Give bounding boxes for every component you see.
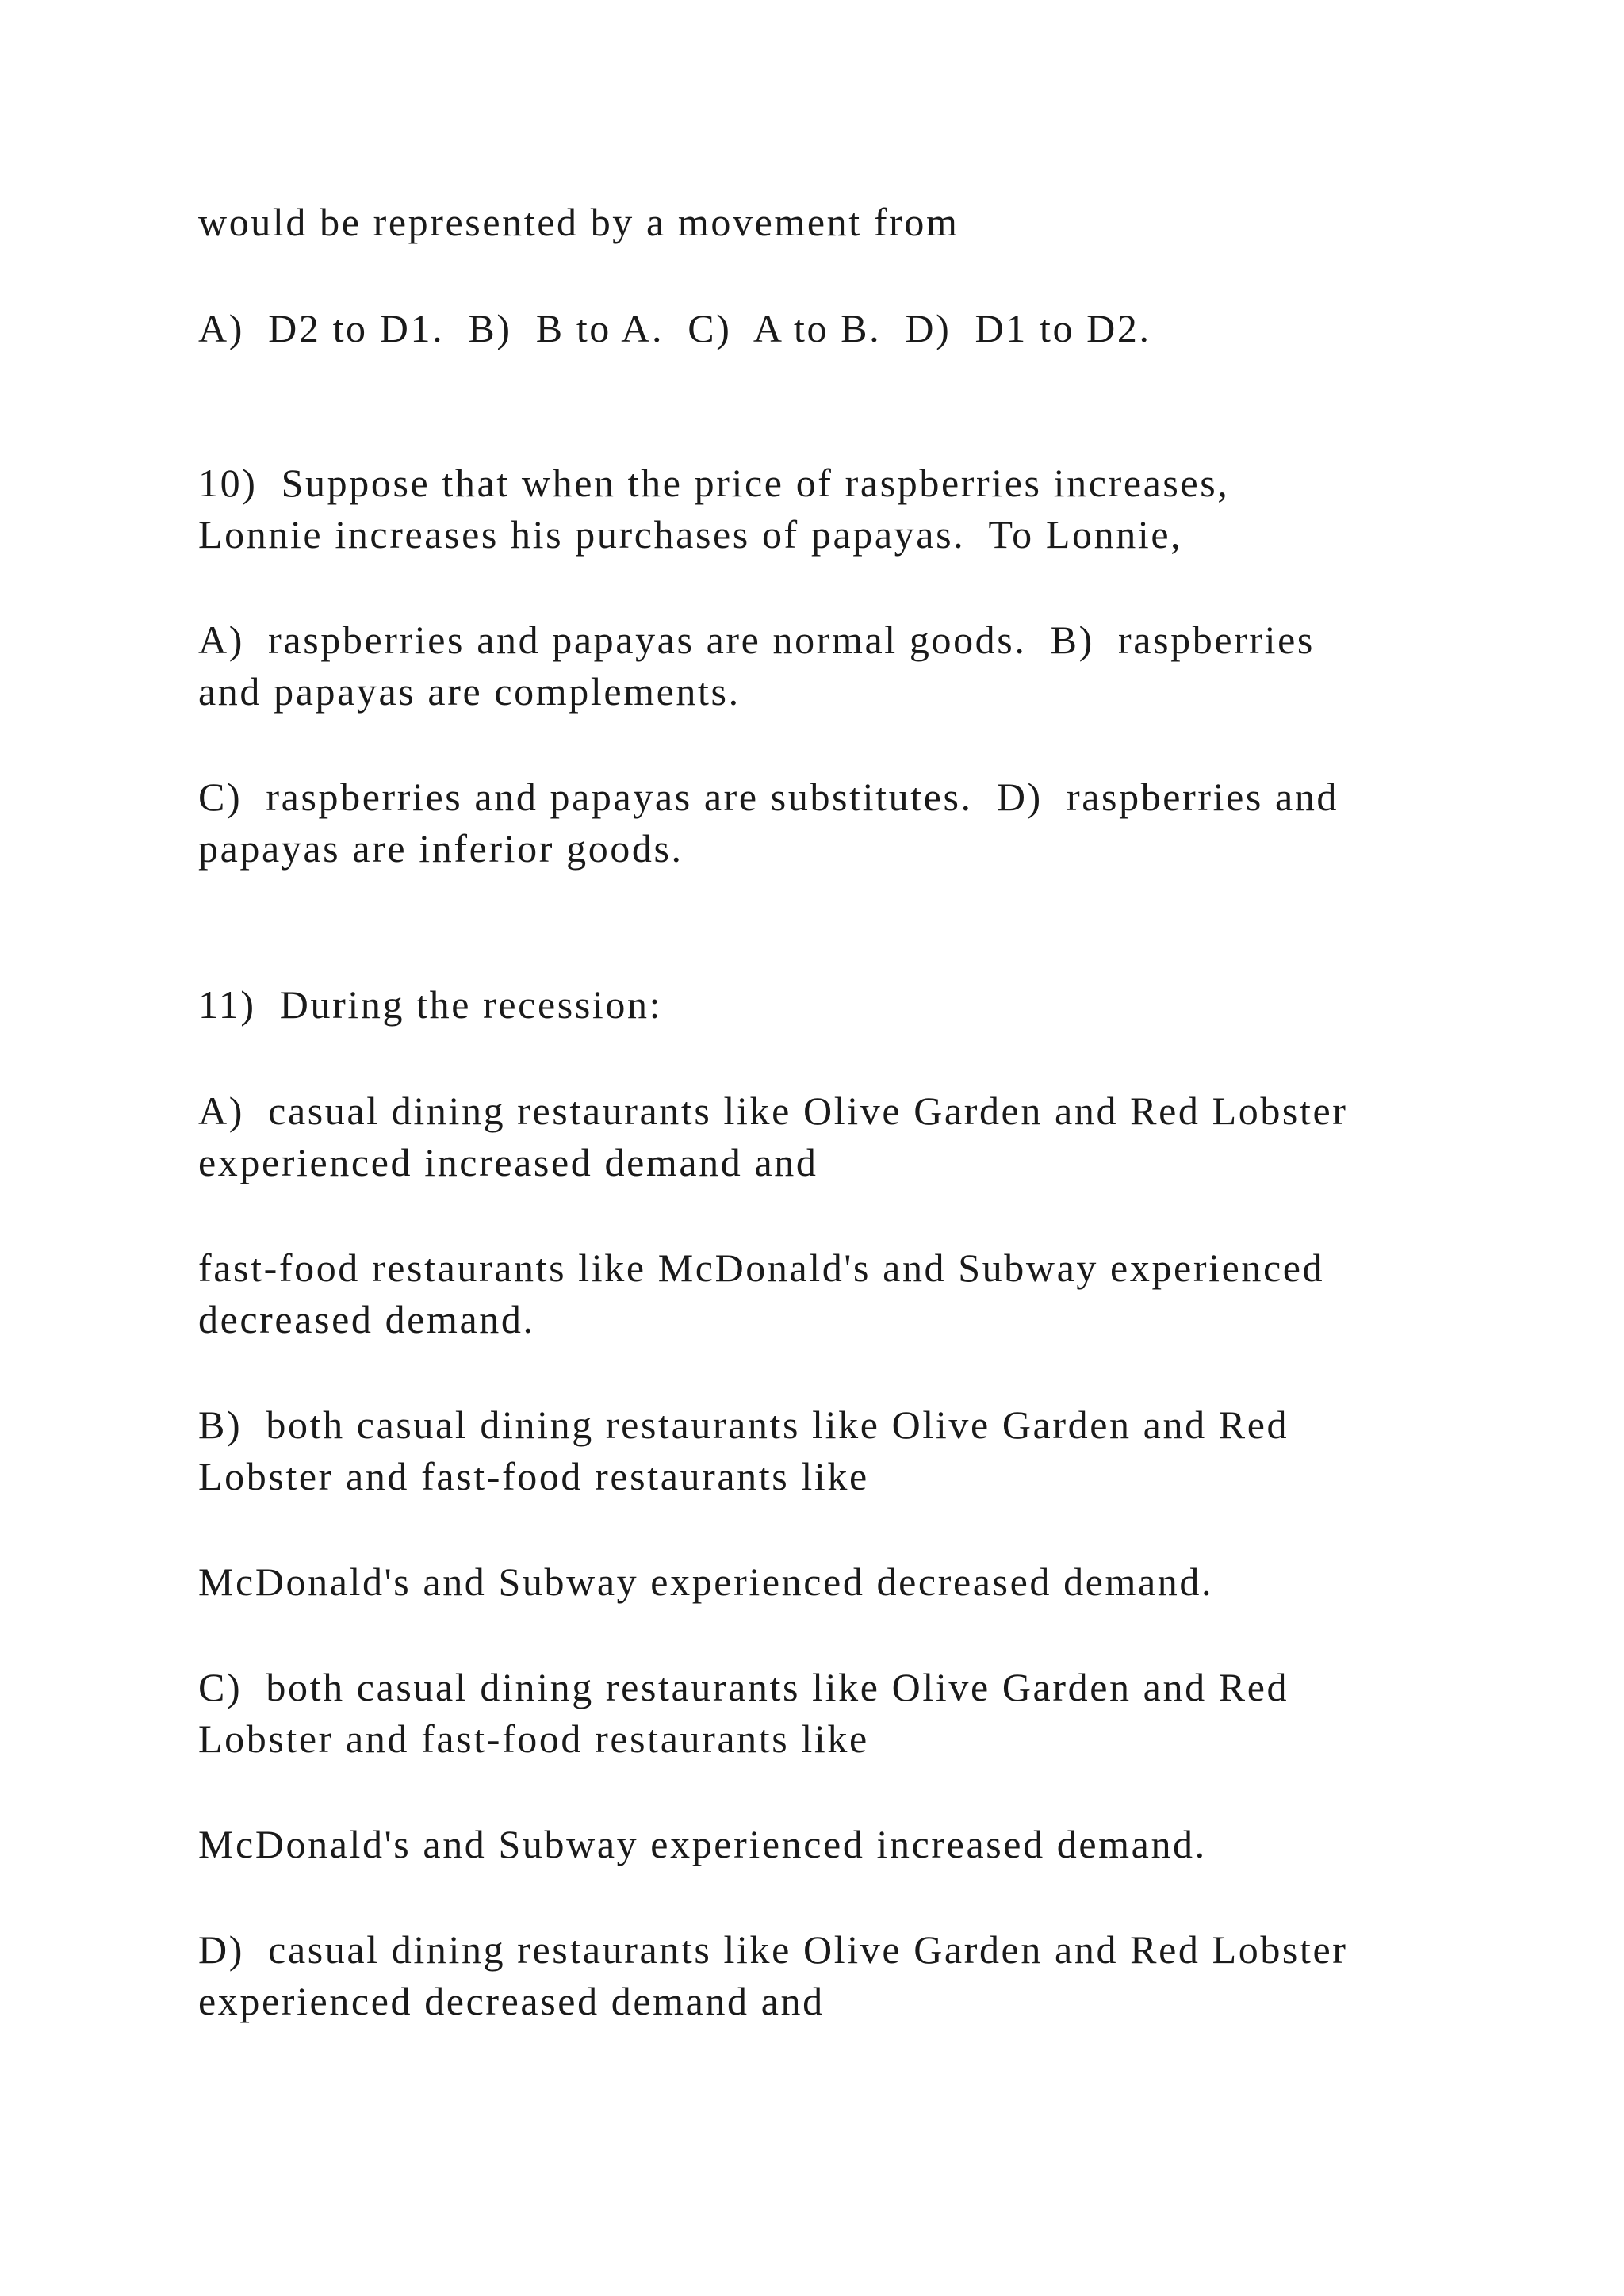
question-11-option-c: C) both casual dining restaurants like Olive Garden and Red Lobster and fast-food restaurants like bbox=[198, 1665, 1289, 1761]
question-9-options: A) D2 to D1. B) B to A. C) A to B. D) D1 to D2. bbox=[198, 306, 1151, 350]
question-11-option-a: A) casual dining restaurants like Olive Garden and Red Lobster experienced increased demand and bbox=[198, 1089, 1348, 1184]
question-9-stem-continuation: would be represented by a movement from bbox=[198, 200, 959, 244]
question-11-option-d: D) casual dining restaurants like Olive Garden and Red Lobster experienced decreased demand and bbox=[198, 1927, 1348, 2023]
question-11-option-b: B) both casual dining restaurants like Olive Garden and Red Lobster and fast-food restaurants like bbox=[198, 1402, 1289, 1498]
question-10-options-a-b: A) raspberries and papayas are normal goods. B) raspberries and papayas are complements. bbox=[198, 618, 1315, 714]
question-10-options-c-d: C) raspberries and papayas are substitutes. D) raspberries and papayas are inferior goods. bbox=[198, 775, 1339, 871]
question-11-option-c-continuation: McDonald's and Subway experienced increased demand. bbox=[198, 1822, 1207, 1866]
question-11-option-a-continuation: fast-food restaurants like McDonald's and Subway experienced decreased demand. bbox=[198, 1246, 1325, 1341]
question-11-option-b-continuation: McDonald's and Subway experienced decreased demand. bbox=[198, 1559, 1214, 1604]
question-10-stem: 10) Suppose that when the price of raspberries increases, Lonnie increases his purchases of papayas. To Lonnie, bbox=[198, 461, 1230, 557]
question-11-stem: 11) During the recession: bbox=[198, 982, 663, 1027]
